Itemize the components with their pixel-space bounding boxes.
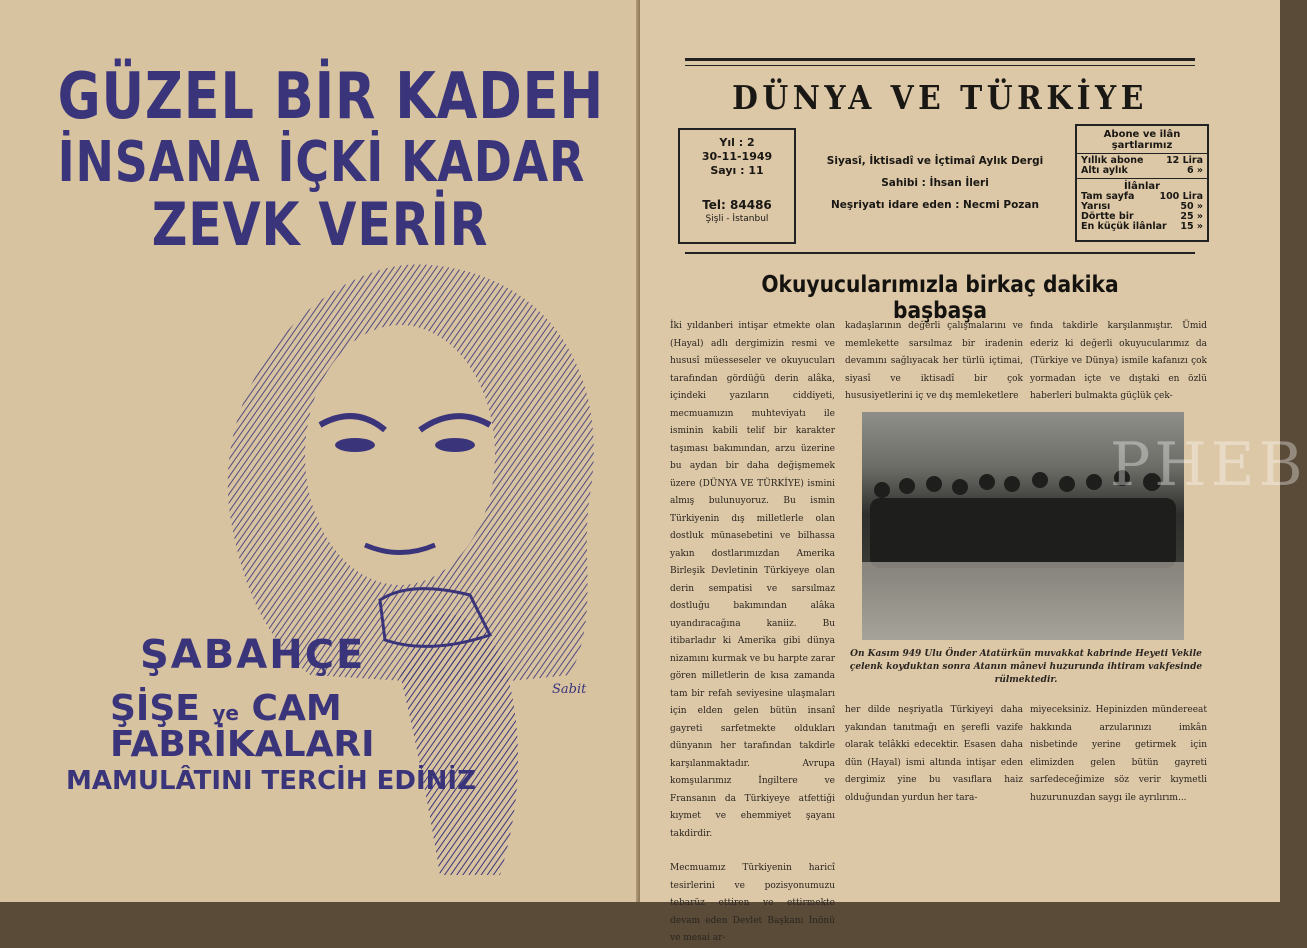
subscription-box <box>1075 124 1209 242</box>
subscription-row: Altı aylık 6 » <box>1081 165 1203 176</box>
brand-cam: CAM <box>251 688 342 729</box>
masthead-info <box>810 150 1060 216</box>
brand-sise: ŞİŞE <box>110 688 200 729</box>
issue-year: Yıl : 2 <box>719 136 755 149</box>
brand-fabrikalari: FABRİKALARI <box>110 724 375 765</box>
issue-box <box>678 128 796 244</box>
photo-caption: On Kasım 949 Ulu Önder Atatürkün muvakkat kabrinde Heyeti Vekile çelenk koyduktan sonra Atanın mânevi huzurunda ihtiram vakfesinde rülmektedir. <box>849 649 1203 685</box>
issue-phone: Tel: 84486 <box>702 198 772 212</box>
subscription-heading: Abone ve ilân şartlarımız <box>1103 129 1181 151</box>
ads-row: Tam sayfa 100 Lira <box>1081 191 1203 202</box>
article-column-3-continued: miyeceksiniz. Hepinizden mündereeat hakkında arzularınızı imkân nisbetinde yerine getirmek için elimizden gelen bütün gayreti sarfedeceğimize söz verir kıymetli huzurunuzdan saygı ile ayrılırım... <box>1030 705 1207 803</box>
article-col1b-text: Mecmuamız Türkiyenin haricî tesirlerini ve pozisyonumuzu tebarüz ettiren ve ettirmekte devam eden Devlet Başkanı İnönü ve mesai ar- <box>670 863 835 943</box>
masthead-rule-top-thin <box>685 65 1195 66</box>
article-col1-text: İki yıldanberi intişar etmekte olan (Hayal) adlı dergimizin resmi ve hususî müesseseler ve okuyucuları tarafından gördüğü derin alâka, içindeki yazıların ciddiyeti, mecmuamızın muhteviyatı ile isminin kabili telif bir karakter taşıması bakımından, arzu üzerine bu aydan bir daha değişmemek üzere (DÜNYA VE TÜRKİYE) ismini almış bulunuyoruz. Bu ismin Türkiyenin dış milletlerle olan dostluk münasebetini ve bilhassa yakın dostlarımızdan Amerika Birleşik Devletinin Türkiyeye olan derin sempatisi ve sarsılmaz dostluğu bakımından alâka uyandıracağına kaniiz. Bu itibarladır ki Amerika gibi dünya nizamını kurmak ve bu harpte zarar gören milletlerin de kısa zamanda tam bir refah seviyesine ulaşmaları için elden gelen bütün insanî gayreti sarfetmekte oldukları dünyanın her tarafından takdirle karşılanmaktadır. Avrupa komşularımız İngiltere ve Fransanın da Türkiyeye atfettiği kıymet ve ehemmiyet şayanı takdirdir. <box>670 321 835 839</box>
ads-heading: İlânlar <box>1123 181 1161 192</box>
masthead-title: DÜNYA VE TÜRKİYE <box>732 78 1148 117</box>
masthead-owner: Sahibi : İhsan İleri <box>881 177 989 189</box>
masthead-publisher: Neşriyatı idare eden : Necmi Pozan <box>831 199 1039 211</box>
magazine-page <box>640 0 1307 943</box>
subscription-row: Yıllık abone 12 Lira <box>1081 155 1203 166</box>
issue-number: Sayı : 11 <box>710 164 764 177</box>
article-column-3: fında takdirle karşılanmıştır. Ümid ederiz ki değerli okuyucularımız da (Türkiye ve Dünya) ismile kafanızı çok yormadan içte ve dıştaki en özlü haberleri bulmakta güçlük çek- <box>1030 321 1207 401</box>
article-column-2: kadaşlarının değerli çalışmalarını ve memlekette sarsılmaz bir iradenin devamını sağlıyacak her türlü içtimai, siyasî ve iktisadî bir çok hususiyetlerini iç ve dış memleketlere <box>845 321 1023 401</box>
advert-headline-2: İNSANA İÇKİ KADAR <box>57 130 586 195</box>
issue-date: 30-11-1949 <box>701 150 773 163</box>
advert-page <box>0 0 640 902</box>
masthead-subtitle: Siyasî, İktisadî ve İçtimaî Aylık Dergi <box>826 155 1044 167</box>
brand-tagline: MAMULÂTINI TERCİH EDİNİZ <box>66 766 476 796</box>
ads-row: En küçük ilânlar 15 » <box>1081 221 1203 232</box>
article-headline: Okuyucularımızla birkaç dakika başbaşa <box>761 272 1119 324</box>
article-column-1 <box>670 318 835 948</box>
masthead-rule-top <box>685 58 1195 61</box>
article-column-2-continued: her dilde neşriyatla Türkiyeyi daha yakından tanıtmağı en şerefli vazife olarak telâkki edecektir. Esasen daha dün (Hayal) ismi altında intişar eden dergimiz yine bu vasıflara haiz olduğundan yurdun her tara- <box>845 705 1023 803</box>
advert-headline-1: GÜZEL BİR KADEH <box>57 60 605 134</box>
issue-address: Şişli - İstanbul <box>705 214 769 224</box>
ads-row: Dörtte bir 25 » <box>1081 211 1203 222</box>
brand-line-sise-cam <box>110 688 342 729</box>
brand-ve: ye <box>212 701 239 725</box>
ads-row: Yarısı 50 » <box>1081 201 1203 212</box>
advert-headline-3: ZEVK VERİR <box>151 190 489 260</box>
watermark: PHEB <box>1110 430 1307 500</box>
artist-signature: Sabit <box>552 682 587 697</box>
brand-name: ŞABAHÇE <box>140 632 366 678</box>
masthead-rule-bottom <box>685 252 1195 254</box>
